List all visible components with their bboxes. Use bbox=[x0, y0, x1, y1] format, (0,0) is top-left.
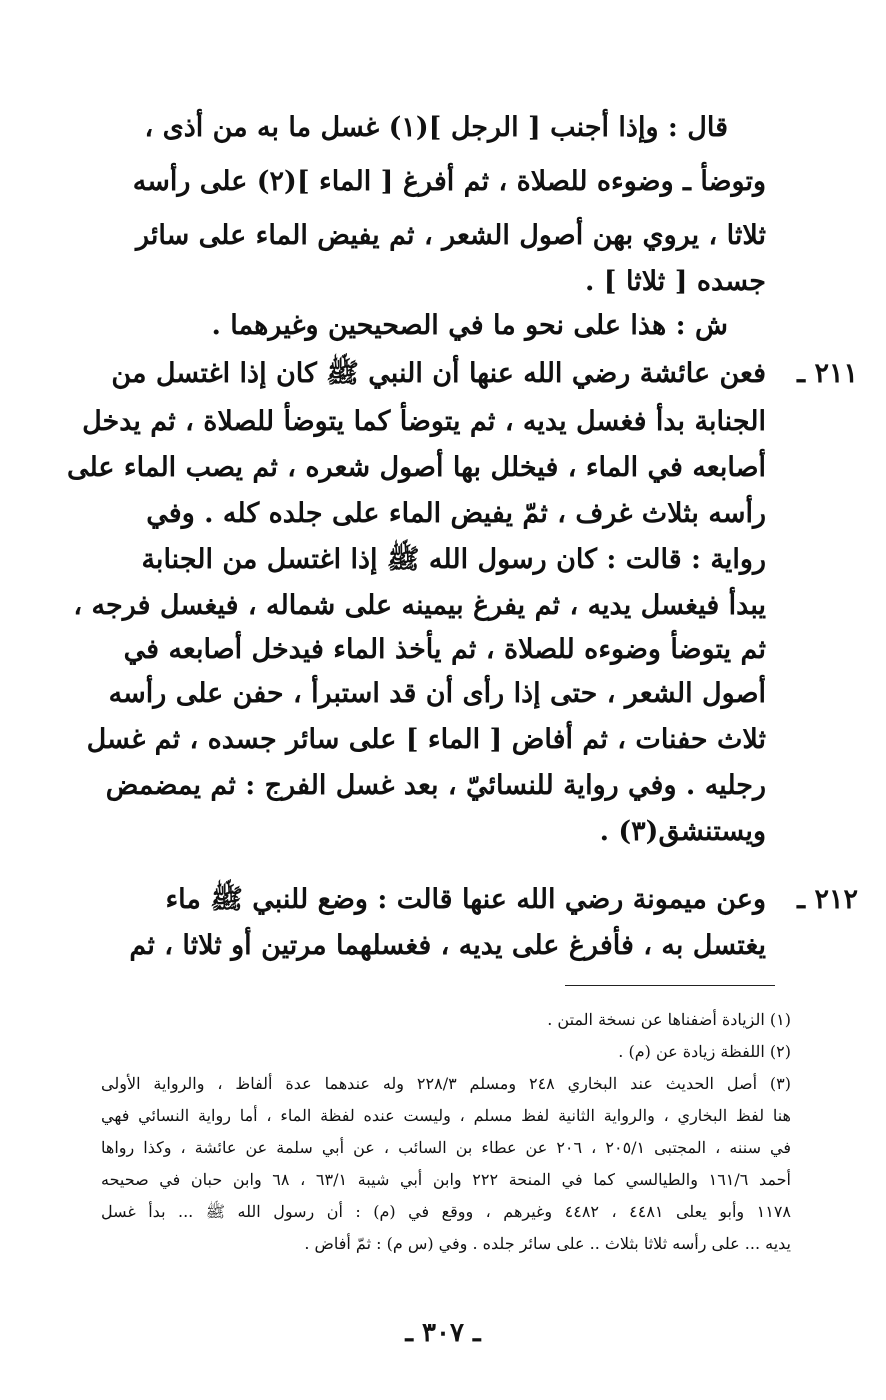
intro-line-1: قال : وإذا أجنب [ الرجل ](١) غسل ما به من أذى ، bbox=[144, 112, 728, 143]
footnote-3-line-2: هنا لفظ البخاري ، والرواية الثانية لفظ مسلم ، وليست عنده لفظة الماء ، أما رواية النسائي فهي bbox=[101, 1106, 791, 1125]
hadith-211-line-7: ثم يتوضأ وضوءه للصلاة ، ثم يأخذ الماء فيدخل أصابعه في bbox=[123, 634, 766, 665]
intro-line-2: وتوضأ ـ وضوءه للصلاة ، ثم أفرغ [ الماء ](٢) على رأسه bbox=[132, 166, 766, 197]
hadith-211-line-4: رأسه بثلاث غرف ، ثمّ يفيض الماء على جلده كله . وفي bbox=[146, 498, 766, 529]
commentary-line: ش : هذا على نحو ما في الصحيحين وغيرهما . bbox=[211, 310, 728, 341]
hadith-211-line-1: فعن عائشة رضي الله عنها أن النبي ﷺ كان إذا اغتسل من bbox=[111, 358, 766, 389]
hadith-212-line-1: وعن ميمونة رضي الله عنها قالت : وضع للنبي ﷺ ماء bbox=[165, 884, 766, 915]
hadith-211-line-10: رجليه . وفي رواية للنسائيّ ، بعد غسل الفرج : ثم يمضمض bbox=[105, 770, 766, 801]
footnote-3-line-3: في سننه ، المجتبى ٢٠٥/١ ، ٢٠٦ عن عطاء بن السائب ، عن أبي سلمة عن عائشة ، وكذا رواها bbox=[101, 1138, 791, 1157]
hadith-211-line-2: الجنابة بدأ فغسل يديه ، ثم يتوضأ كما يتوضأ للصلاة ، ثم يدخل bbox=[82, 406, 766, 437]
footnote-2: (٢) اللفظة زيادة عن (م) . bbox=[618, 1042, 791, 1061]
footnote-3-line-1: (٣) أصل الحديث عند البخاري ٢٤٨ ومسلم ٢٢٨/٣ وله عندهما عدة ألفاظ ، والرواية الأولى bbox=[101, 1074, 792, 1093]
hadith-211-line-9: ثلاث حفنات ، ثم أفاض [ الماء ] على سائر جسده ، ثم غسل bbox=[86, 724, 766, 755]
hadith-211-line-8: أصول الشعر ، حتى إذا رأى أن قد استبرأ ، حفن على رأسه bbox=[108, 678, 766, 709]
hadith-number-211-label: ٢١١ ـ bbox=[797, 358, 858, 389]
footnote-3-line-5: ١١٧٨ وأبو يعلى ٤٤٨١ ، ٤٤٨٢ وغيرهم ، ووقع في (م) : أن رسول الله ﷺ ... بدأ غسل bbox=[101, 1202, 791, 1221]
footnote-3-line-4: أحمد ١٦١/٦ والطيالسي كما في المنحة ٢٢٢ وابن أبي شيبة ٦٣/١ ، ٦٨ وابن حبان في صحيحه bbox=[101, 1170, 791, 1189]
hadith-number-212-label: ٢١٢ ـ bbox=[797, 884, 858, 915]
hadith-211-line-11: ويستنشق(٣) . bbox=[599, 816, 766, 847]
hadith-211-line-3: أصابعه في الماء ، فيخلل بها أصول شعره ، ثم يصب الماء على bbox=[66, 452, 766, 483]
intro-line-4: جسده [ ثلاثا ] . bbox=[584, 266, 766, 297]
page-number: ـ ٣٠٧ ـ bbox=[405, 1318, 481, 1348]
hadith-211-line-5: رواية : قالت : كان رسول الله ﷺ إذا اغتسل من الجنابة bbox=[141, 544, 766, 575]
footnote-1: (١) الزيادة أضفناها عن نسخة المتن . bbox=[547, 1010, 791, 1029]
hadith-211-line-6: يبدأ فيغسل يديه ، ثم يفرغ بيمينه على شماله ، فيغسل فرجه ، bbox=[73, 590, 766, 621]
hadith-212-line-2: يغتسل به ، فأفرغ على يديه ، فغسلهما مرتين أو ثلاثا ، ثم bbox=[129, 930, 766, 961]
footnote-separator bbox=[565, 985, 775, 986]
footnote-3-line-6: يديه ... على رأسه ثلاثا بثلاث .. على سائر جلده . وفي (س م) : ثمّ أفاض . bbox=[304, 1234, 791, 1253]
intro-line-3: ثلاثا ، يروي بهن أصول الشعر ، ثم يفيض الماء على سائر bbox=[136, 220, 766, 251]
